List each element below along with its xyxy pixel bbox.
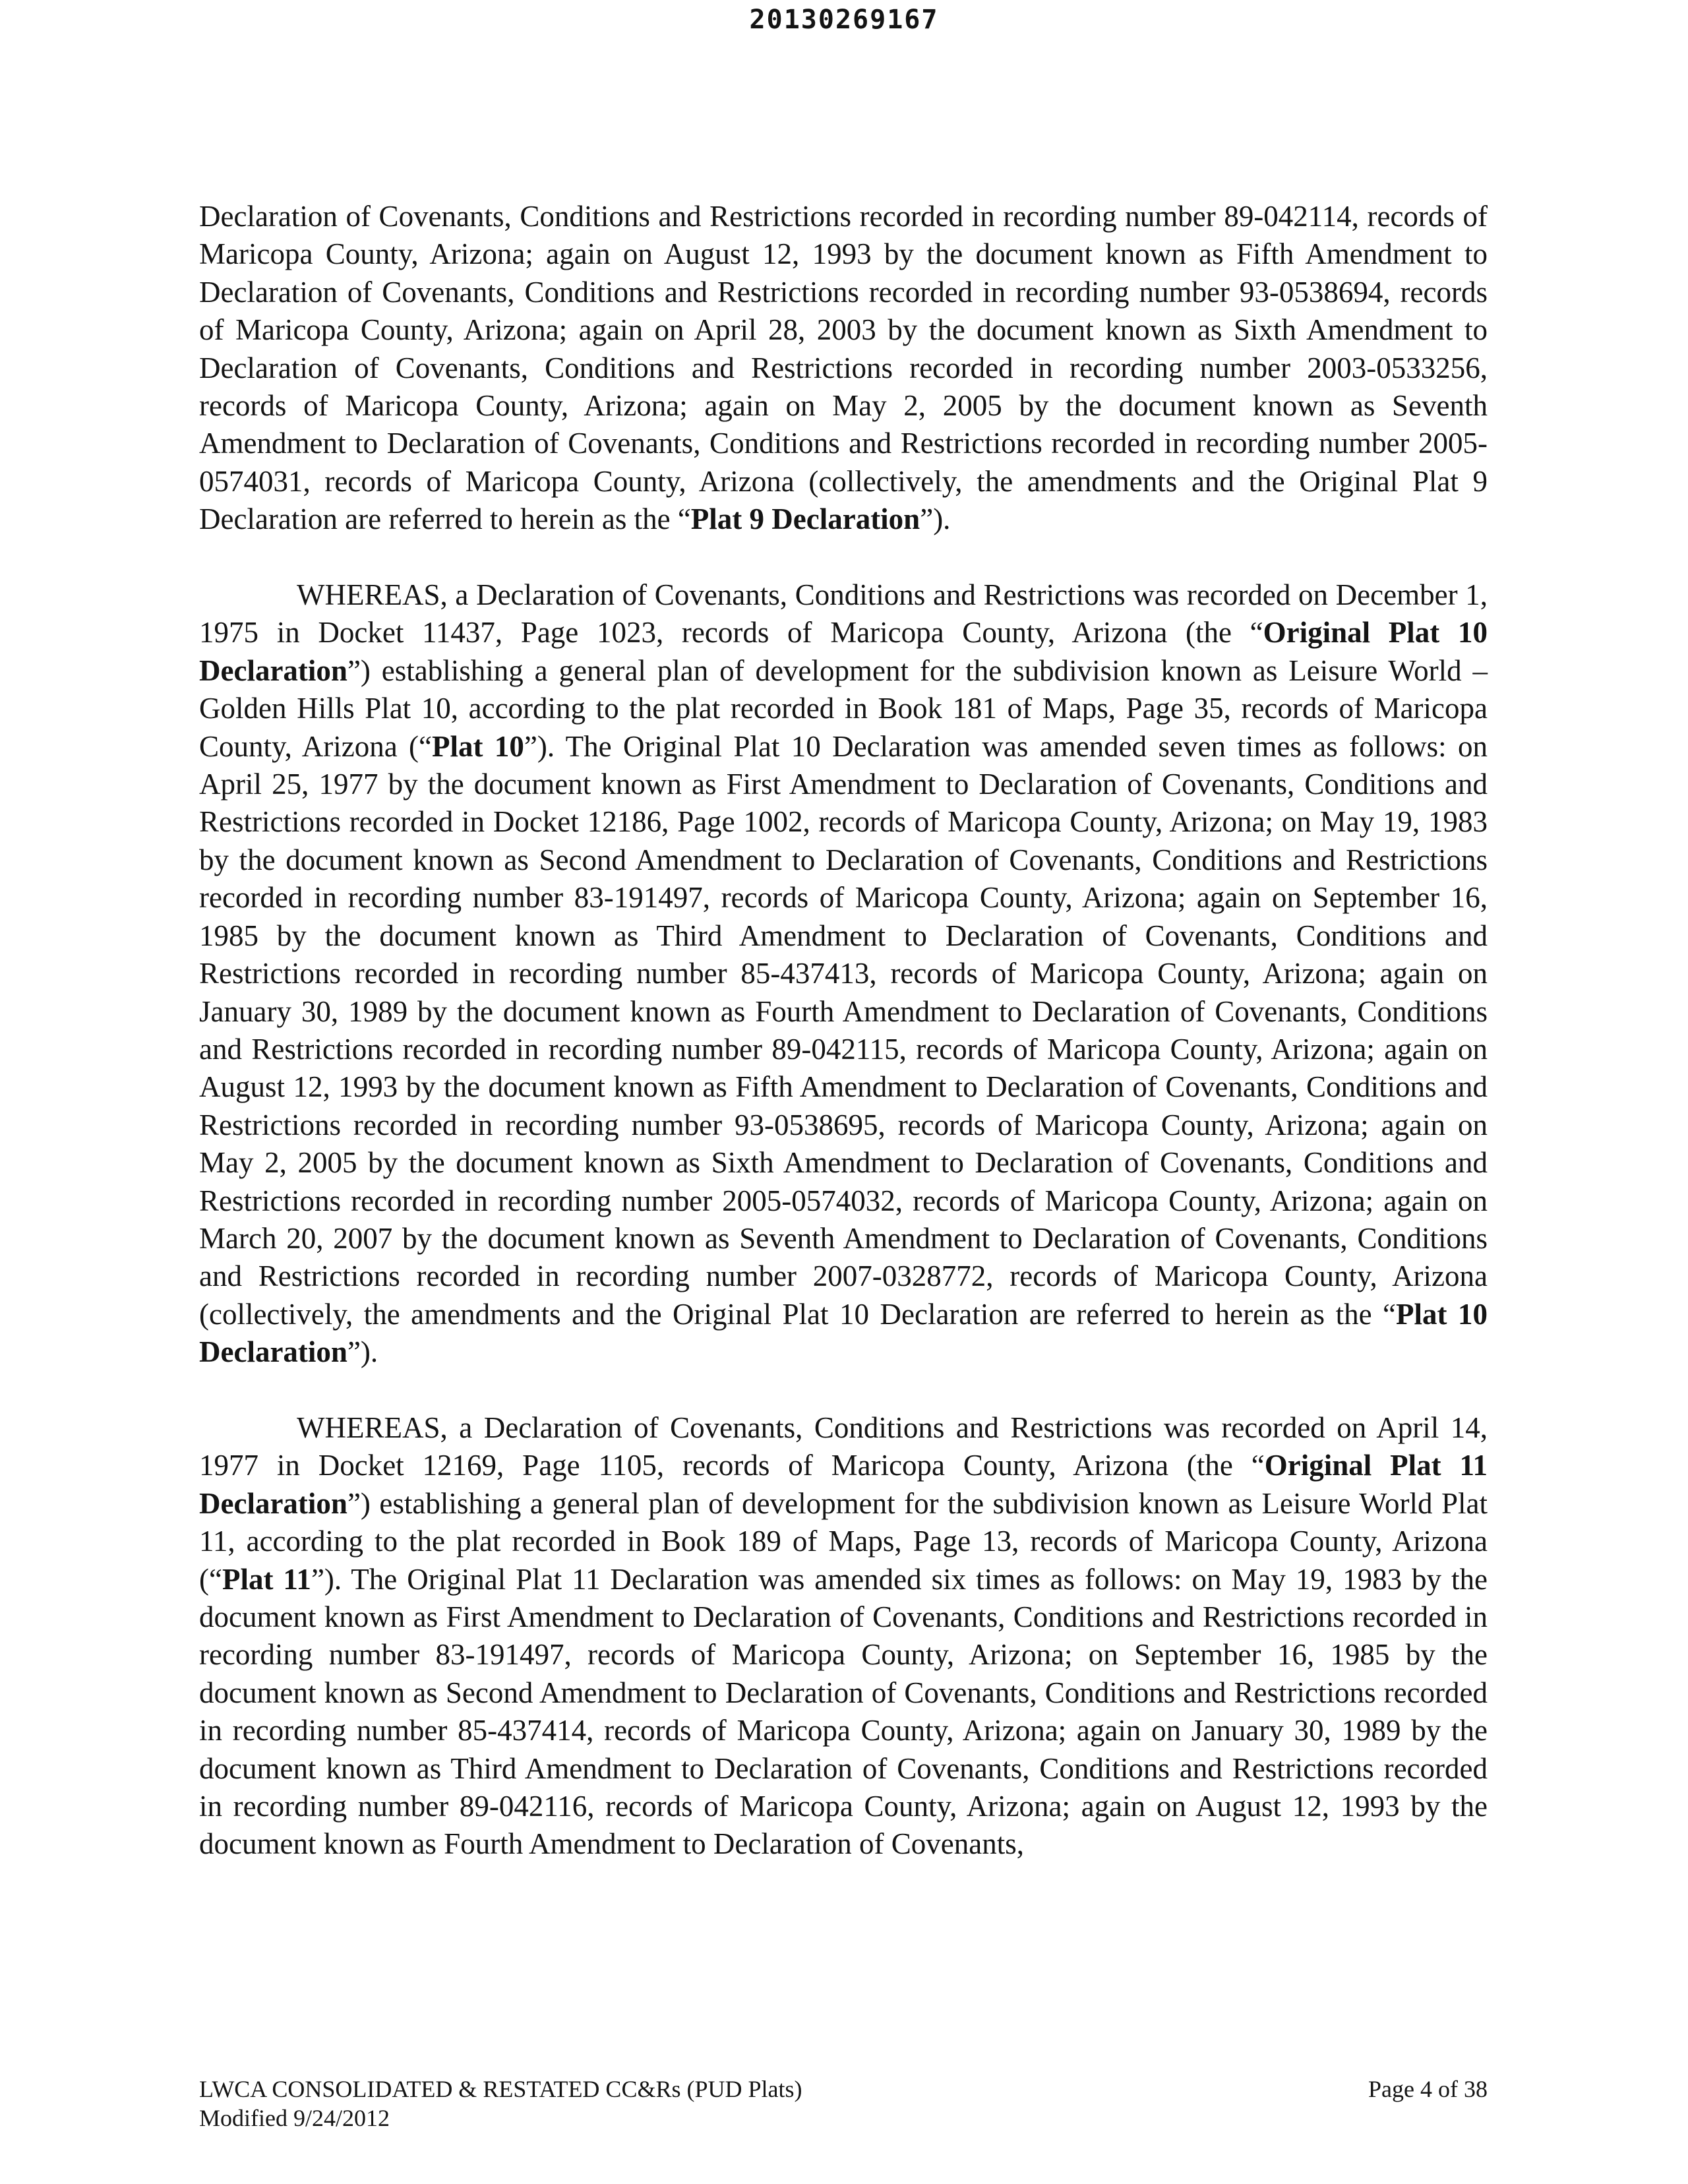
page-number: Page 4 of 38 xyxy=(1368,2076,1488,2102)
paragraph-text: ”). The Original Plat 10 Declaration was amended seven times as follows: on April 25, 1977 by the document known as First Amendment to Declaration of Covenants, Conditions and Restrictions recorded in Docket 12186, Page 1002, records of Maricopa County, Arizona; on May 19, 1983 by the document known as Second Amendment to Declaration of Covenants, Conditions and Restrictions recorded in recording number 83-191497, records of Maricopa County, Arizona; again on September 16, 1985 by the document known as Third Amendment to Declaration of Covenants, Conditions and Restrictions recorded in recording number 85-437413, records of Maricopa County, Arizona; again on January 30, 1989 by the document known as Fourth Amendment to Declaration of Covenants, Conditions and Restrictions recorded in recording number 89-042115, records of Maricopa County, Arizona; again on August 12, 1993 by the document known as Fifth Amendment to Declaration of Covenants, Conditions and Restrictions recorded in recording number 93-0538695, records of Maricopa County, Arizona; again on May 2, 2005 by the document known as Sixth Amendment to Declaration of Covenants, Conditions and Restrictions recorded in recording number 2005-0574032, records of Maricopa County, Arizona; again on March 20, 2007 by the document known as Seventh Amendment to Declaration of Covenants, Conditions and Restrictions recorded in recording number 2007-0328772, records of Maricopa County, Arizona (collectively, the amendments and the Original Plat 10 Declaration are referred to herein as the “ xyxy=(199,729,1488,1331)
defined-term: Original Plat 11 Declaration xyxy=(199,1449,1488,1520)
paragraph-text: ”) establishing a general plan of development for the subdivision known as Leisure World Plat 11, according to the plat recorded in Book 189 of Maps, Page 13, records of Maricopa County, Arizona (“ xyxy=(199,1486,1488,1596)
defined-term: Plat 9 Declaration xyxy=(690,502,920,536)
paragraph-text: WHEREAS, a Declaration of Covenants, Conditions and Restrictions was recorded on December 1, 1975 in Docket 11437, Page 1023, records of Maricopa County, Arizona (the “ xyxy=(199,578,1488,650)
footer-title: LWCA CONSOLIDATED & RESTATED CC&Rs (PUD Plats) xyxy=(199,2076,802,2102)
defined-term: Plat 10 Declaration xyxy=(199,1297,1488,1369)
paragraph-plat-11 xyxy=(199,1409,1488,1864)
paragraph-text: WHEREAS, a Declaration of Covenants, Conditions and Restrictions was recorded on April 14, 1977 in Docket 12169, Page 1105, records of Maricopa County, Arizona (the “ xyxy=(199,1410,1488,1482)
defined-term: Plat 11 xyxy=(222,1562,311,1596)
defined-term: Plat 10 xyxy=(432,729,524,763)
paragraph-text: ”). The Original Plat 11 Declaration was amended six times as follows: on May 19, 1983 by the document known as First Amendment to Declaration of Covenants, Conditions and Restrictions recorded in recording number 83-191497, records of Maricopa County, Arizona; on September 16, 1985 by the document known as Second Amendment to Declaration of Covenants, Conditions and Restrictions recorded in recording number 85-437414, records of Maricopa County, Arizona; again on January 30, 1989 by the document known as Third Amendment to Declaration of Covenants, Conditions and Restrictions recorded in recording number 89-042116, records of Maricopa County, Arizona; again on August 12, 1993 by the document known as Fourth Amendment to Declaration of Covenants, xyxy=(199,1562,1488,1861)
paragraph-text: ”) establishing a general plan of development for the subdivision known as Leisure World – Golden Hills Plat 10, according to the plat recorded in Book 181 of Maps, Page 35, records of Maricopa County, Arizona (“ xyxy=(199,653,1488,763)
paragraph-text: Declaration of Covenants, Conditions and Restrictions recorded in recording number 89-042114, records of Maricopa County, Arizona; again on August 12, 1993 by the document known as Fifth Amendment to Declaration of Covenants, Conditions and Restrictions recorded in recording number 93-0538694, records of Maricopa County, Arizona; again on April 28, 2003 by the document known as Sixth Amendment to Declaration of Covenants, Conditions and Restrictions recorded in recording number 2003-0533256, records of Maricopa County, Arizona; again on May 2, 2005 by the document known as Seventh Amendment to Declaration of Covenants, Conditions and Restrictions recorded in recording number 2005-0574031, records of Maricopa County, Arizona (collectively, the amendments and the Original Plat 9 Declaration are referred to herein as the “ xyxy=(199,200,1488,536)
recording-number: 20130269167 xyxy=(749,5,939,35)
paragraph-plat-10 xyxy=(199,576,1488,1372)
footer-document-info xyxy=(199,2075,802,2133)
paragraph-plat-9-continued xyxy=(199,198,1488,539)
document-body xyxy=(199,198,1488,1864)
paragraph-text: ”). xyxy=(347,1335,378,1369)
footer-modified-date: Modified 9/24/2012 xyxy=(199,2105,390,2131)
defined-term: Original Plat 10 Declaration xyxy=(199,616,1488,687)
paragraph-text: ”). xyxy=(920,502,951,536)
